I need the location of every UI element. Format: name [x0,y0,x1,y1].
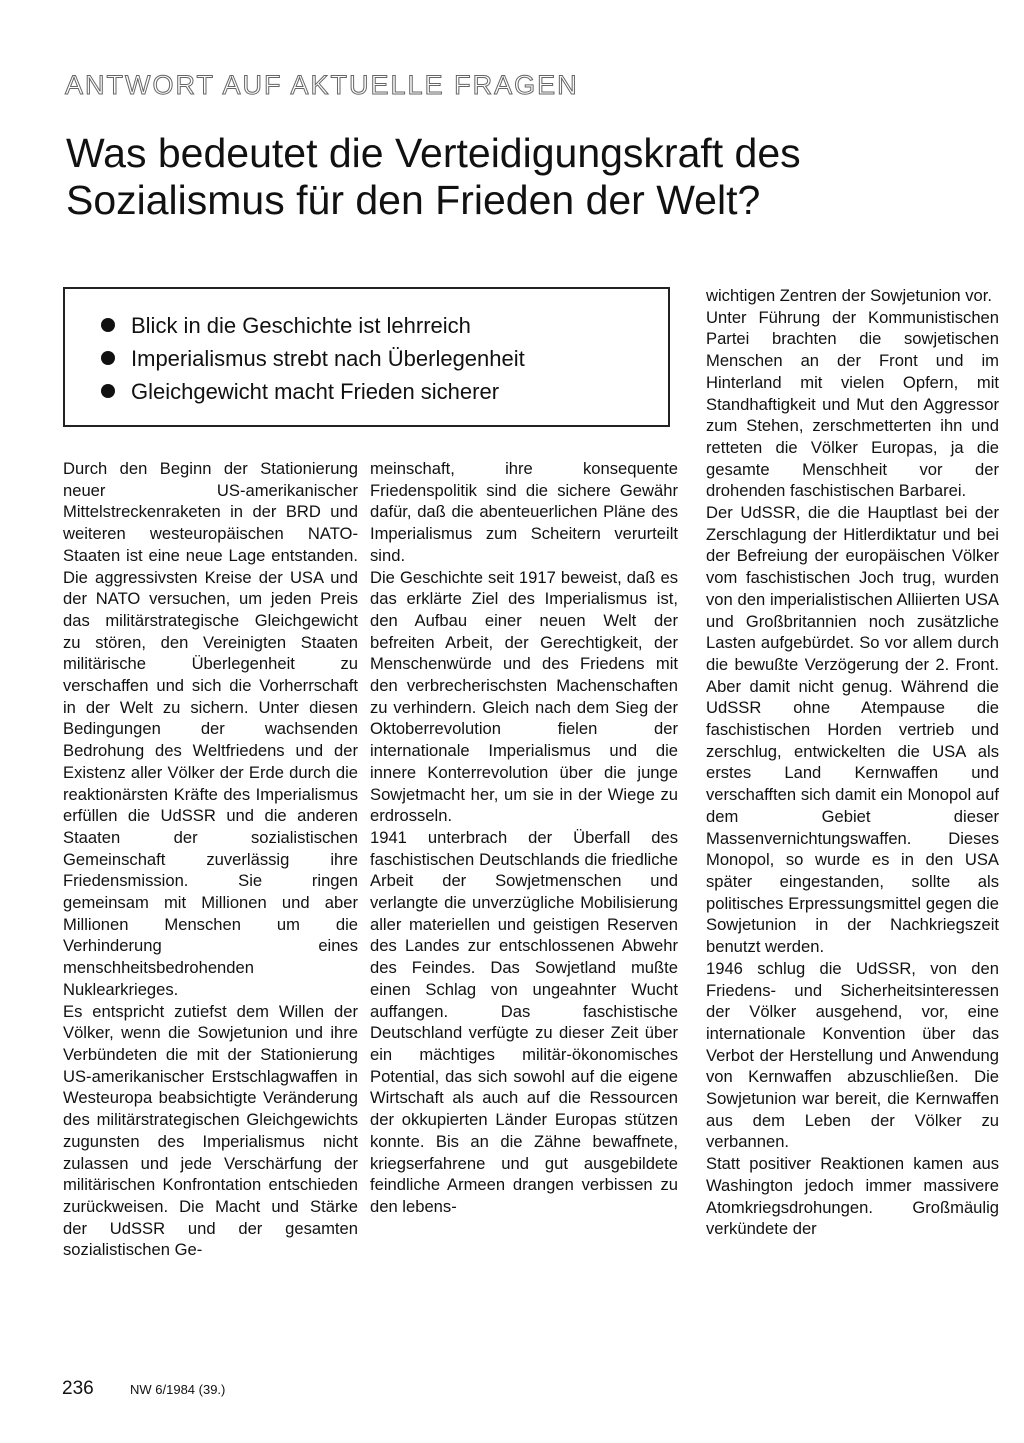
article-title: Was bedeutet die Verteidigungskraft des Sozialismus für den Frieden der Welt? [66,130,801,223]
summary-item-text: Gleichgewicht macht Frieden sicherer [131,379,500,404]
paragraph: meinschaft, ihre konsequente Friedenspolitik sind die sichere Gewähr dafür, daß die abenteuerlichen Pläne des Imperialismus zum Scheitern verurteilt sind. [370,459,678,565]
source-line: NW 6/1984 (39.) [130,1382,226,1397]
section-kicker: ANTWORT AUF AKTUELLE FRAGEN [65,70,579,100]
paragraph: 1941 unterbrach der Überfall des faschistischen Deutschlands die friedliche Arbeit der Sowjetmenschen und verlangte die unverzügliche Mobilisierung aller materiellen und geistigen Reserven des Landes zur entschlossenen Abwehr des Feindes. Das Sowjetland mußte einen Schlag von ungeahnter Wucht auffangen. Das faschistische Deutschland verfügte zu dieser Zeit über ein mächtiges militär-ökonomisches Potential, das sich sowohl auf die eigene Wirtschaft als auch auf die Ressourcen der okkupierten Länder Europas stützen konnte. Bis an die Zähne bewaffnete, kriegserfahrene und gut ausgebildete feindliche Armeen drangen verbissen zu den lebens- [370,827,678,1216]
summary-item-text: Imperialismus strebt nach Überlegenheit [131,346,525,371]
summary-list [65,289,668,408]
paragraph: Statt positiver Reaktionen kamen aus Washington jedoch immer massivere Atomkriegsdrohungen. Großmäulig verkündete der [706,1154,999,1239]
summary-box [63,287,670,427]
summary-item [101,342,668,375]
text-column-2 [370,458,678,1218]
summary-item-text: Blick in die Geschichte ist lehrreich [131,313,471,338]
summary-item [101,375,668,408]
paragraph: Es entspricht zutiefst dem Willen der Völker, wenn die Sowjetunion und ihre Verbündeten die mit der Stationierung US-amerikanischer Erstschlagwaffen in Westeuropa beabsichtigte Veränderung des militärstrategischen Gleichgewichts zugunsten des Imperialismus nicht zulassen und jede Verschärfung der militärischen Konfrontation entschieden zurückweisen. Die Macht und Stärke der UdSSR und der gesamten sozialistischen Ge- [63,1001,358,1260]
text-column-1 [63,458,358,1261]
bullet-icon [101,318,115,332]
paragraph: Der UdSSR, die die Hauptlast bei der Zerschlagung der Hitlerdiktatur und bei der Befreiung der europäischen Völker vom faschistischen Joch trug, wurden von den imperialistischen Alliierten USA und Großbritannien noch zusätzliche Lasten aufgebürdet. So vor allem durch die bewußte Verzögerung der 2. Front. Aber damit nicht genug. Während die UdSSR ohne Atempause die faschistischen Horden vertrieb und zerschlug, entwickelten die USA als erstes Land Kernwaffen und verschafften sich damit ein Monopol auf dem Gebiet dieser Massenvernichtungswaffen. Dieses Monopol, so wurde es in den USA später eingestanden, sollte als politisches Erpressungsmittel gegen die Sowjetunion in der Nachkriegszeit benutzt werden. [706,503,999,957]
text-column-3 [706,285,999,1240]
paragraph: 1946 schlug die UdSSR, von den Friedens- und Sicherheitsinteressen der Völker ausgehend, vor, eine internationale Konvention über das Verbot der Herstellung und Anwendung von Kernwaffen abzuschließen. Die Sowjetunion war bereit, die Kernwaffen aus dem Leben der Völker zu verbannen. [706,958,999,1152]
paragraph: wichtigen Zentren der Sowjetunion vor. [706,286,992,305]
paragraph: Unter Führung der Kommunistischen Partei brachten die sowjetischen Menschen an der Front und im Hinterland mit vielen Opfern, mit Standhaftigkeit und Mut den Aggressor zum Stehen, zerschmetterten ihn und retteten die Völker Europas, ja die gesamte Menschheit vor der drohenden faschistischen Barbarei. [706,307,999,501]
page-number: 236 [62,1378,94,1399]
paragraph: Durch den Beginn der Stationierung neuer US-amerikanischer Mittelstreckenraketen in der BRD und weiteren westeuropäischen NATO-Staaten ist eine neue Lage entstanden. Die aggressivsten Kreise der USA und der NATO versuchen, um jeden Preis das militärstrategische Gleichgewicht zu stören, den Vereinigten Staaten militärische Überlegenheit zu verschaffen und sich die Vorherrschaft in der Welt zu sichern. Unter diesen Bedingungen der wachsenden Bedrohung des Weltfriedens und der Existenz aller Völker der Erde durch die reaktionärsten Kräfte des Imperialismus erfüllen die UdSSR und die anderen Staaten der sozialistischen Gemeinschaft zuverlässig ihre Friedensmission. Sie ringen gemeinsam mit Millionen und aber Millionen Menschen um die Verhinderung eines menschheitsbedrohenden Nuklearkrieges. [63,459,358,999]
paragraph: Die Geschichte seit 1917 beweist, daß es das erklärte Ziel des Imperialismus ist, den Aufbau einer neuen Welt der befreiten Arbeit, der Gerechtigkeit, der Menschenwürde und des Friedens mit den verbrecherischsten Machenschaften zu verhindern. Gleich nach dem Sieg der Oktoberrevolution fielen der internationale Imperialismus und die innere Konterrevolution über die junge Sowjetmacht her, um sie in der Wiege zu erdrosseln. [370,567,678,826]
bullet-icon [101,351,115,365]
bullet-icon [101,384,115,398]
summary-item [101,309,668,342]
